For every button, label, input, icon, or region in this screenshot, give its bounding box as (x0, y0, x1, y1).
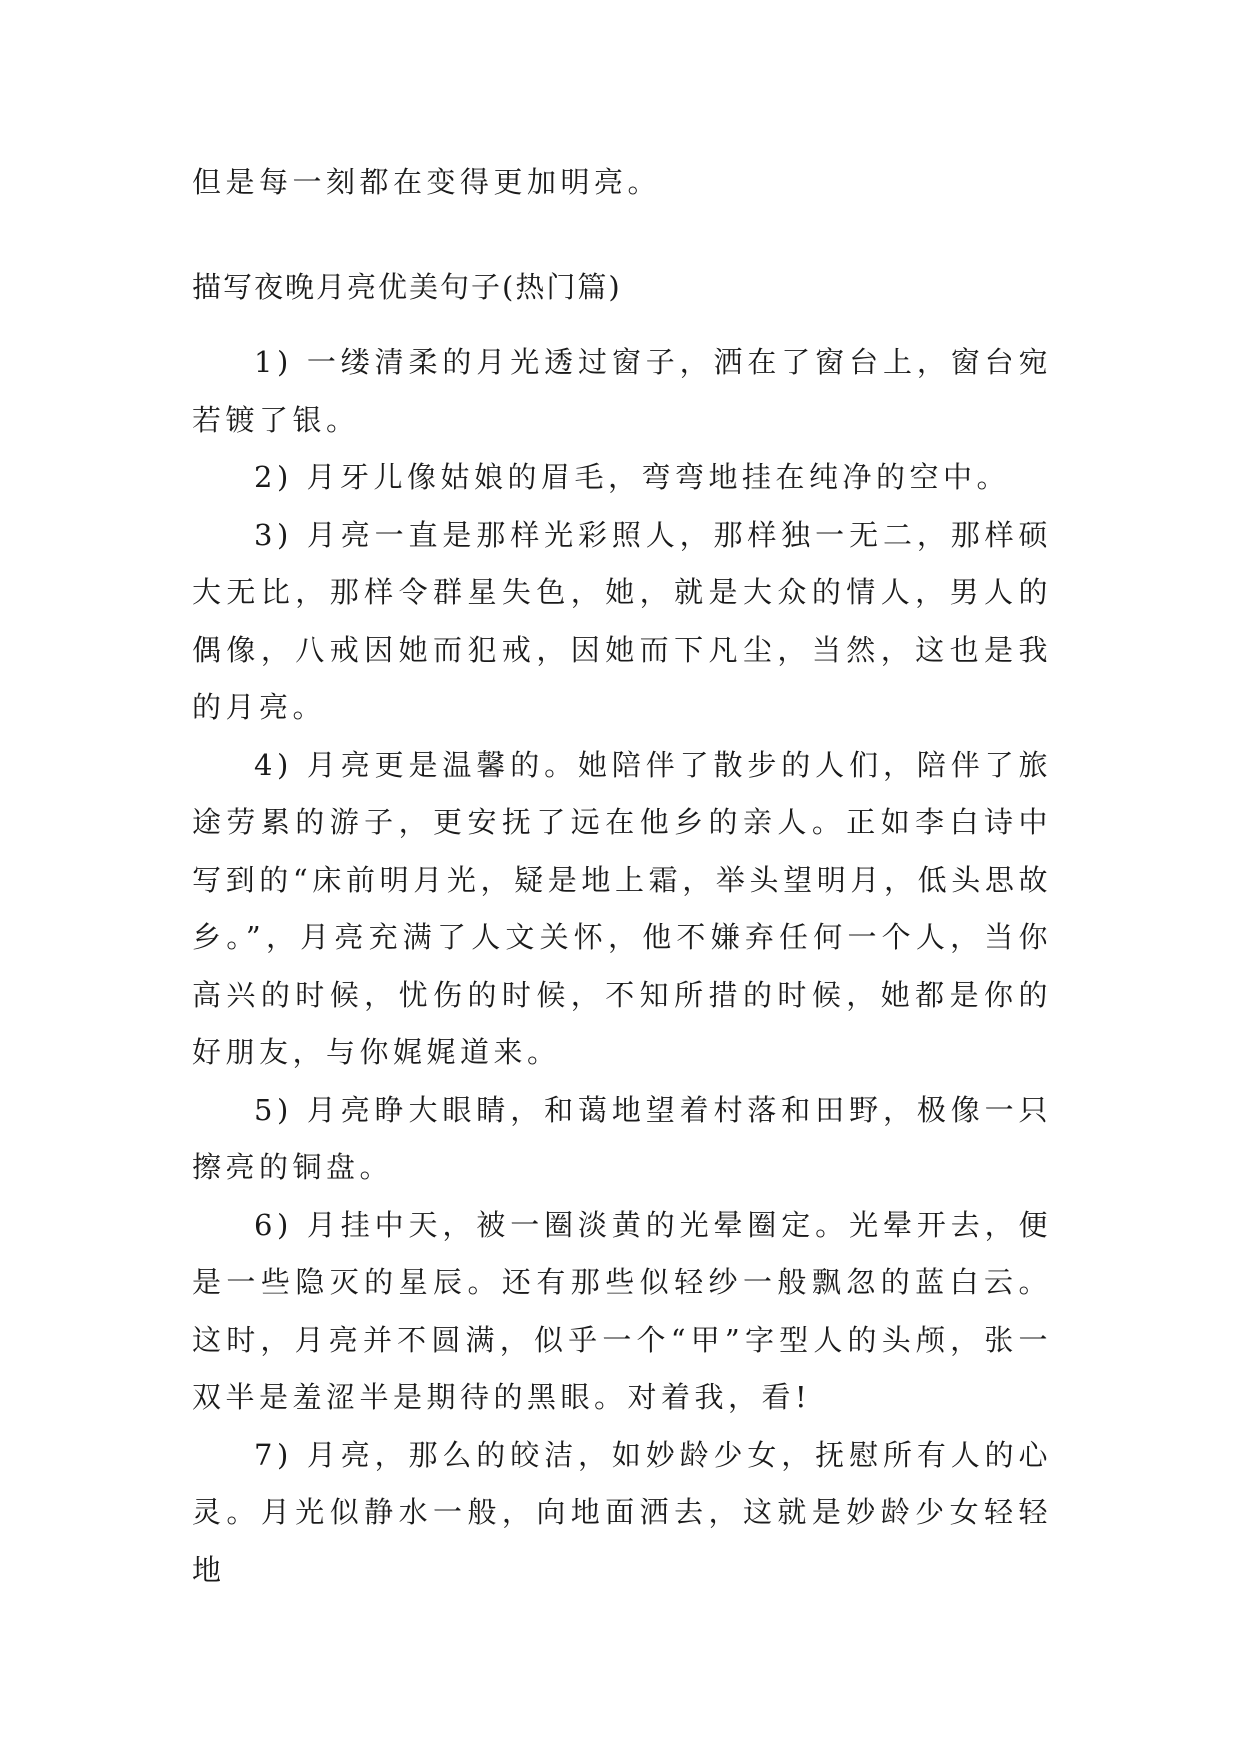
list-item: 7) 月亮，那么的皎洁，如妙龄少女，抚慰所有人的心灵。月光似静水一般，向地面洒去，这就是妙龄少女轻轻地 (192, 1437, 1052, 1587)
continuation-paragraph: 但是每一刻都在变得更加明亮。 (192, 165, 662, 199)
section-heading: 描写夜晚月亮优美句子(热门篇) (192, 270, 622, 304)
list-item: 6) 月挂中天，被一圈淡黄的光晕圈定。光晕开去，便是一些隐灭的星辰。还有那些似轻纱一般飘忽的蓝白云。这时，月亮并不圆满，似乎一个“甲”字型人的头颅，张一双半是羞涩半是期待的黑眼。对着我，看! (192, 1207, 1052, 1414)
list-item: 2) 月牙儿像姑娘的眉毛，弯弯地挂在纯净的空中。 (254, 460, 1010, 494)
list-item: 3) 月亮一直是那样光彩照人，那样独一无二，那样硕大无比，那样令群星失色，她，就是大众的情人，男人的偶像，八戒因她而犯戒，因她而下凡尘，当然，这也是我的月亮。 (192, 517, 1052, 724)
sentence-list (192, 334, 1052, 1599)
list-item: 4) 月亮更是温馨的。她陪伴了散步的人们，陪伴了旅途劳累的游子，更安抚了远在他乡的亲人。正如李白诗中写到的“床前明月光，疑是地上霜，举头望明月，低头思故乡。”，月亮充满了人文关怀，他不嫌弃任何一个人，当你高兴的时候，忧伤的时候，不知所措的时候，她都是你的好朋友，与你娓娓道来。 (192, 747, 1052, 1069)
list-item: 1) 一缕清柔的月光透过窗子，洒在了窗台上，窗台宛若镀了银。 (192, 345, 1052, 437)
list-item: 5) 月亮睁大眼睛，和蔼地望着村落和田野，极像一只擦亮的铜盘。 (192, 1092, 1052, 1184)
